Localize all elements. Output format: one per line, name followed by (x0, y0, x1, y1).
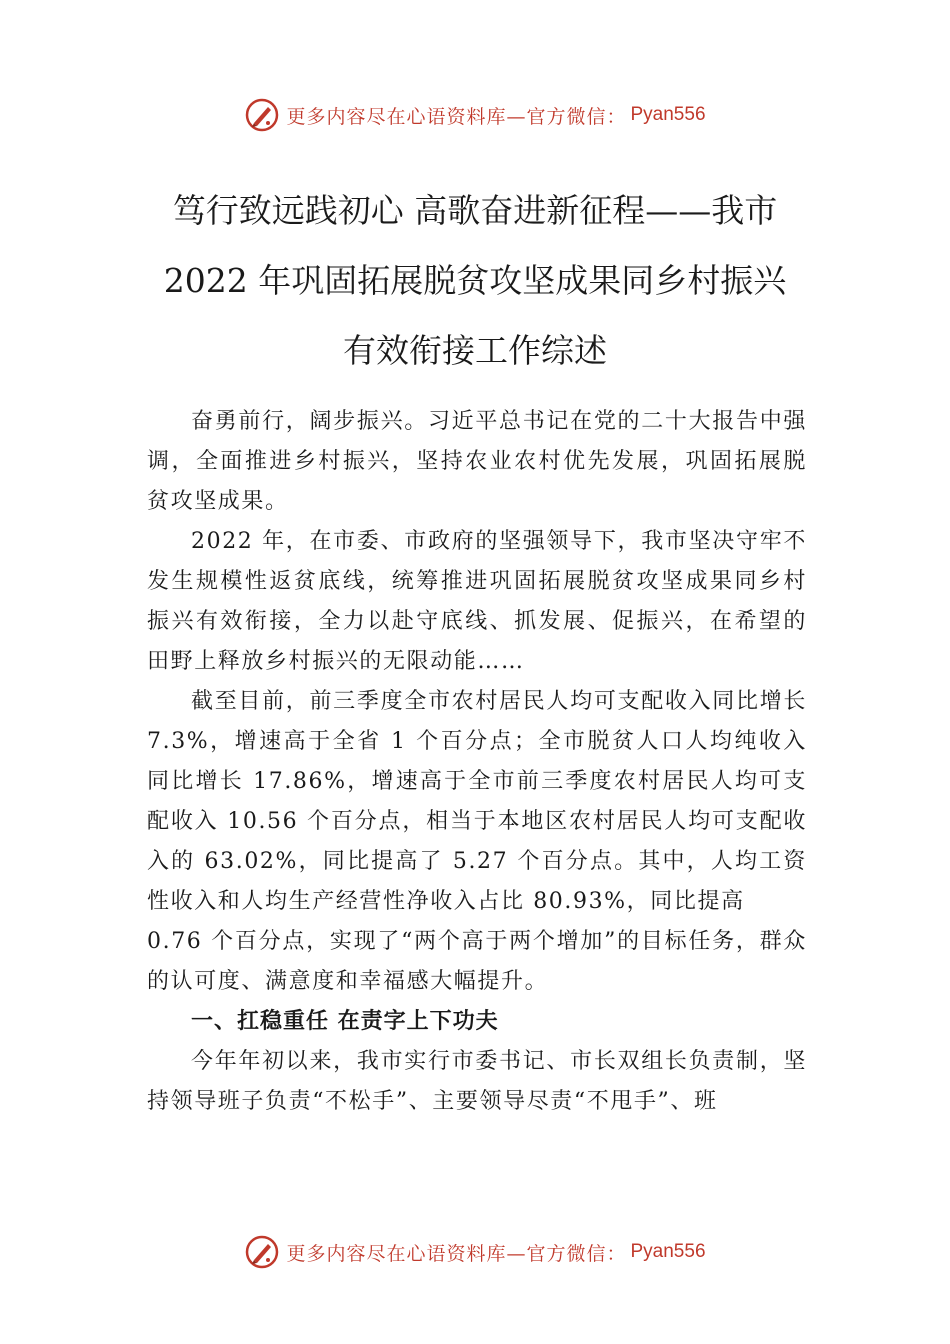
title-line-3: 有效衔接工作综述 (343, 331, 607, 370)
paragraph-intro: 奋勇前行，阔步振兴。习近平总书记在党的二十大报告中强调，全面推进乡村振兴，坚持农业农村优先发展，巩固拓展脱贫攻坚成果。 (147, 409, 807, 514)
watermark-account: Pyan556 (630, 1241, 706, 1262)
watermark-text: 更多内容尽在心语资料库—官方微信： (286, 105, 627, 128)
fountain-pen-logo-icon (244, 97, 280, 133)
paragraph-statistics: 截至目前，前三季度全市农村居民人均可支配收入同比增长 7.3%，增速高于全省 1 个百分点；全市脱贫人口人均纯收入同比增长 17.86%，增速高于全市前三季度农村居民人均可支配收入 10.56 个百分点，相当于本地区农村居民人均可支配收入的 63.02%，同比提高了 5.27 个百分点。其中，人均工资性收入和人均生产经营性净收入占比 80.93%，同比提高 (147, 689, 807, 914)
title-line-1: 笃行致远践初心 高歌奋进新征程——我市 (172, 191, 778, 230)
fountain-pen-logo-icon (244, 1234, 280, 1270)
document-title (140, 176, 810, 386)
watermark-text: 更多内容尽在心语资料库—官方微信： (286, 1242, 627, 1265)
watermark-account: Pyan556 (630, 104, 706, 125)
section-heading-1: 一、扛稳重任 在责字上下功夫 (191, 1009, 499, 1034)
section-1-paragraph: 今年年初以来，我市实行市委书记、市长双组长负责制，坚持领导班子负责“不松手”、主要领导尽责“不甩手”、班 (147, 1049, 807, 1114)
watermark-footer (0, 1232, 950, 1272)
document-body (147, 402, 807, 1122)
title-line-2: 2022 年巩固拓展脱贫攻坚成果同乡村振兴 (163, 261, 787, 300)
paragraph-statistics-continued: 0.76 个百分点，实现了“两个高于两个增加”的目标任务，群众的认可度、满意度和幸福感大幅提升。 (147, 929, 807, 994)
watermark-header (0, 95, 950, 135)
paragraph-2022: 2022 年，在市委、市政府的坚强领导下，我市坚决守牢不发生规模性返贫底线，统筹推进巩固拓展脱贫攻坚成果同乡村振兴有效衔接，全力以赴守底线、抓发展、促振兴，在希望的田野上释放乡村振兴的无限动能…… (147, 529, 807, 674)
